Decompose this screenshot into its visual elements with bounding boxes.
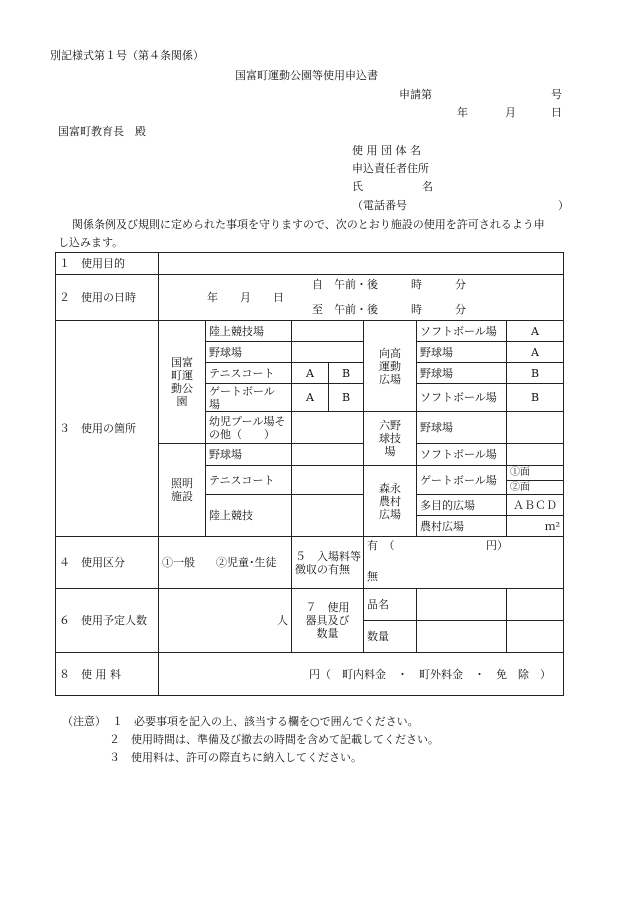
category-students[interactable]: ②児童･生徒 (216, 556, 277, 569)
equipment-item-field-1[interactable] (417, 589, 507, 621)
mukotaka-mark-a1: A (507, 321, 564, 342)
admission-no[interactable]: 無 (367, 570, 378, 583)
note-2: ２ 使用時間は、準備及び撤去の時間を含めて記載してください。 (109, 733, 439, 746)
datetime-label: ２ 使用の日時 (56, 275, 159, 321)
phone-close: ） (558, 199, 569, 212)
lighting-track: 陸上競技 (206, 495, 292, 537)
fee-label: ８ 使 用 料 (56, 653, 159, 696)
admission-label: ５ 入場料等徴収の有無 (292, 537, 364, 589)
rokuno-softball: ソフトボール場 (417, 444, 507, 466)
lighting-track-field[interactable] (292, 495, 364, 537)
fee-detail: 円（ 町内料金 ・ 町外料金 ・ 免 除 ） (309, 667, 551, 681)
purpose-field[interactable] (159, 253, 564, 275)
lighting-tennis-field[interactable] (292, 466, 364, 495)
date-day: 日 (551, 106, 562, 119)
admission-yen: 円） (486, 539, 508, 552)
location-label: ３ 使用の箇所 (56, 321, 159, 537)
equipment-item-field-2[interactable] (507, 589, 564, 621)
lighting-baseball: 野球場 (206, 444, 292, 466)
park-track: 陸上競技場 (206, 321, 292, 342)
date-year: 年 (457, 106, 468, 119)
mukotaka-mark-b1: B (507, 363, 564, 384)
mukotaka-mark-a2: A (507, 342, 564, 363)
morinaga-area-unit[interactable]: ｍ² (507, 516, 564, 537)
park-gateball-b[interactable]: B (329, 384, 364, 412)
form-number: 別記様式第１号（第４条関係） (50, 49, 204, 62)
datetime-to: 至 午前・後 時 分 (312, 303, 466, 316)
rokuno-group-label: 六野球技場 (364, 412, 417, 466)
admission-field[interactable] (364, 537, 564, 589)
park-gateball-a[interactable]: A (292, 384, 329, 412)
category-general[interactable]: ①一般 (162, 556, 195, 569)
people-label: ６ 使用予定人数 (56, 589, 159, 653)
equipment-qty-label: 数量 (364, 621, 417, 653)
fee-field[interactable] (159, 653, 564, 696)
morinaga-multipurpose: 多目的広場 (417, 495, 507, 516)
intro-line-2: し込みます。 (58, 236, 124, 249)
note-1: １ 必要事項を記入の上、該当する欄を○で囲んでください。 (112, 715, 419, 728)
lighting-tennis: テニスコート (206, 466, 292, 495)
datetime-ymd: 年 月 日 (207, 291, 284, 304)
address-label: 申込責任者住所 (352, 162, 429, 175)
admission-yes[interactable]: 有 （ (367, 539, 395, 552)
equipment-label: ７ 使用器具及び数量 (292, 589, 364, 653)
park-baseball: 野球場 (206, 342, 292, 363)
morinaga-farm-plaza: 農村広場 (417, 516, 507, 537)
group-name-label: 使 用 団 体 名 (352, 144, 421, 157)
morinaga-gateball: ゲートボール場 (417, 466, 507, 495)
park-gateball: ゲートボール場 (206, 384, 292, 412)
mukotaka-softball-a: ソフトボール場 (417, 321, 507, 342)
mukotaka-mark-b2: B (507, 384, 564, 412)
equipment-qty-field-2[interactable] (507, 621, 564, 653)
intro-line-1: 関係条例及び規則に定められた事項を守りますので、次のとおり施設の使用を許可されるよう申 (72, 218, 545, 231)
datetime-field[interactable] (159, 275, 564, 321)
morinaga-court-2[interactable]: ②面 (507, 481, 564, 495)
note-3: ３ 使用料は、許可の際直ちに納入してください。 (109, 751, 362, 764)
park-tennis-b[interactable]: B (329, 363, 364, 384)
notes-prefix: （注意） (62, 715, 106, 728)
notes (62, 713, 439, 767)
mukotaka-group-label: 向高運動広場 (364, 321, 417, 412)
name-label-2: 名 (422, 180, 433, 193)
park-group-label: 国富町運動公園 (159, 321, 206, 444)
purpose-label: １ 使用目的 (56, 253, 159, 275)
phone-label: （電話番号 (352, 199, 407, 212)
rokuno-baseball: 野球場 (417, 412, 507, 444)
addressee: 国富町教育長 殿 (58, 125, 146, 138)
morinaga-abcd[interactable]: ＡＢＣＤ (507, 495, 564, 516)
park-track-field[interactable] (292, 321, 364, 342)
category-label: ４ 使用区分 (56, 537, 159, 589)
people-field[interactable] (159, 589, 292, 653)
application-number-label: 申請第 (399, 88, 432, 101)
datetime-from: 自 午前・後 時 分 (312, 278, 466, 291)
lighting-group-label: 照明施設 (159, 444, 206, 537)
equipment-item-label: 品名 (364, 589, 417, 621)
equipment-qty-field-1[interactable] (417, 621, 507, 653)
park-kids-pool-field[interactable] (292, 412, 364, 444)
park-tennis-a[interactable]: A (292, 363, 329, 384)
park-kids-pool: 幼児プール場その他（ ） (206, 412, 292, 444)
name-label-1: 氏 (352, 180, 363, 193)
people-unit: 人 (277, 614, 288, 627)
morinaga-group-label: 森永農村広場 (364, 466, 417, 537)
rokuno-baseball-field[interactable] (507, 412, 564, 444)
lighting-baseball-field[interactable] (292, 444, 364, 466)
mukotaka-softball-b: ソフトボール場 (417, 384, 507, 412)
mukotaka-baseball-a: 野球場 (417, 342, 507, 363)
application-table (55, 252, 564, 696)
date-month: 月 (505, 106, 516, 119)
application-number-suffix: 号 (551, 88, 562, 101)
mukotaka-baseball-b: 野球場 (417, 363, 507, 384)
park-tennis: テニスコート (206, 363, 292, 384)
park-baseball-field[interactable] (292, 342, 364, 363)
category-field[interactable] (159, 537, 292, 589)
rokuno-softball-field[interactable] (507, 444, 564, 466)
form-title: 国富町運動公園等使用申込書 (235, 69, 378, 82)
morinaga-court-1[interactable]: ①面 (507, 466, 564, 481)
